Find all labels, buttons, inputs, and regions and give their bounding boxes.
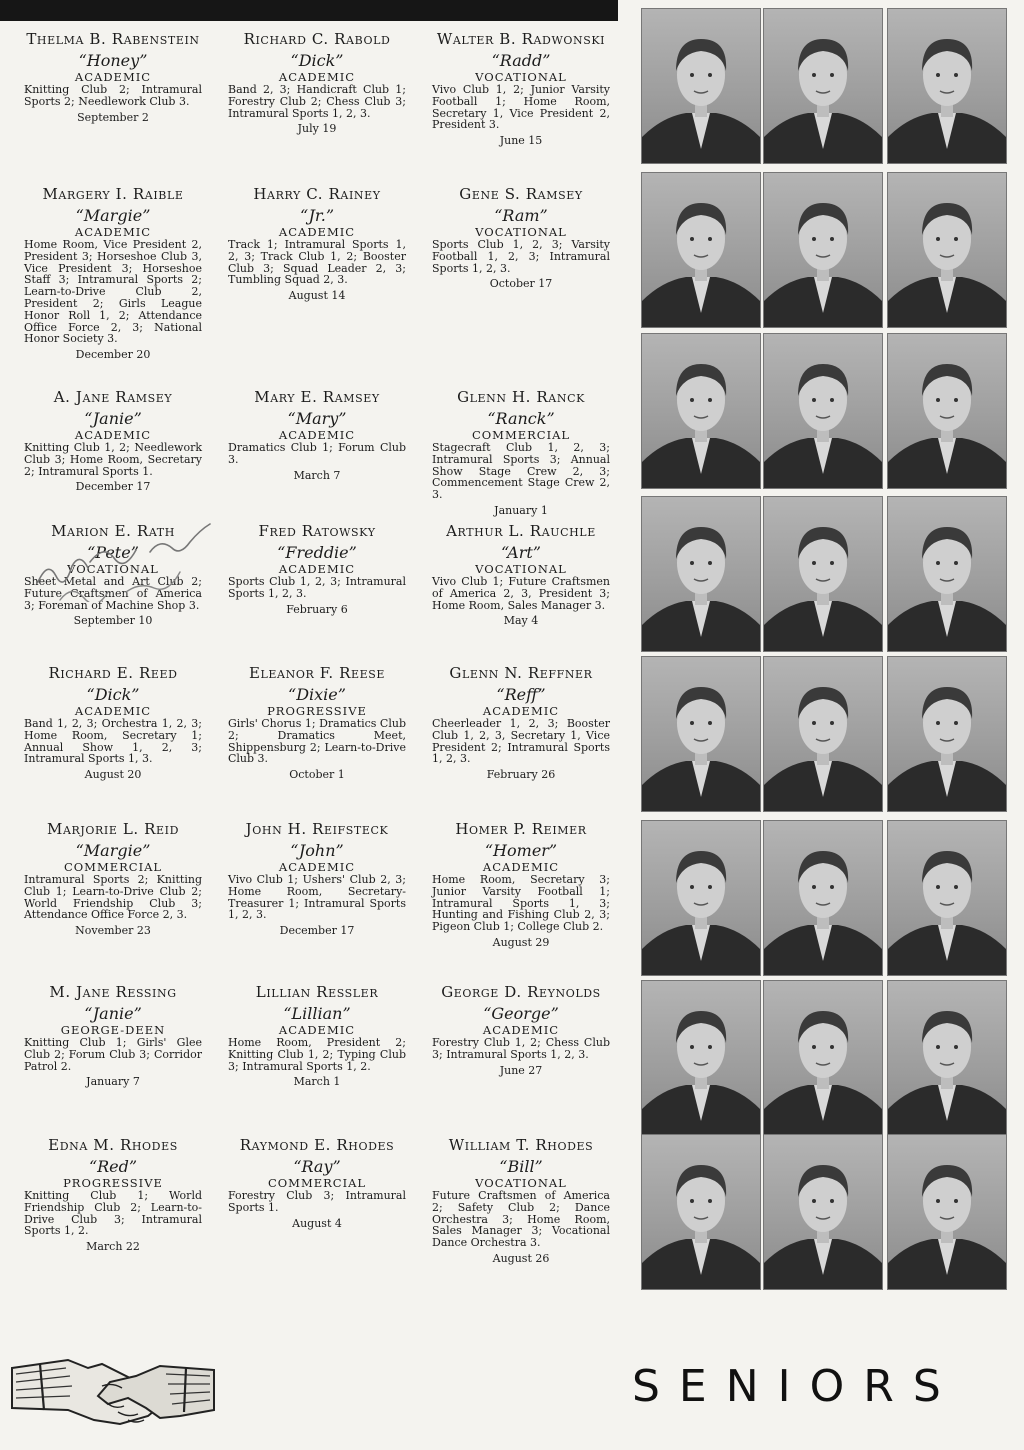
student-activities: Cheerleader 1, 2, 3; Booster Club 1, 2, 3, Secretary 1, Vice President 2; Intramural Sports 1, 2, 3.	[432, 717, 610, 766]
student-curriculum: ACADEMIC	[278, 70, 356, 84]
student-curriculum: ACADEMIC	[74, 704, 152, 718]
student-activities: Future Craftsmen of America 2; Safety Club 2; Dance Orchestra 3; Home Room, Sales Manager 3; Vocational Dance Orchestra 3.	[432, 1189, 610, 1250]
student-nickname: “Red”	[88, 1157, 138, 1176]
student-name: Richard C. Rabold	[243, 30, 391, 48]
student-nickname: “Janie”	[84, 409, 142, 428]
student-birthday: May 4	[503, 614, 539, 628]
student-nickname: “Lillian”	[283, 1004, 351, 1023]
student-name: Marion E. Rath	[51, 522, 175, 540]
student-birthday: February 6	[286, 602, 348, 616]
student-curriculum: ACADEMIC	[482, 1023, 560, 1037]
student-portrait	[763, 1134, 883, 1290]
student-portrait	[887, 8, 1007, 164]
student-name: Marjorie L. Reid	[46, 820, 180, 838]
student-curriculum: ACADEMIC	[278, 428, 356, 442]
student-entry	[24, 185, 202, 362]
student-name: William T. Rhodes	[448, 1136, 594, 1154]
student-curriculum: ACADEMIC	[278, 225, 356, 239]
student-birthday: December 17	[75, 480, 151, 494]
student-birthday: March 22	[86, 1240, 140, 1254]
student-birthday: June 15	[499, 134, 543, 148]
student-birthday: October 17	[489, 277, 553, 291]
student-portrait	[887, 1134, 1007, 1290]
student-portrait	[887, 980, 1007, 1136]
student-curriculum: ACADEMIC	[74, 225, 152, 239]
student-portrait	[641, 656, 761, 812]
student-name: Homer P. Reimer	[455, 820, 587, 838]
student-activities: Home Room, Secretary 3; Junior Varsity Football 1; Intramural Sports 1, 3; Hunting and Fishing Club 2, 3; Pigeon Club 1; College Club 2.	[432, 873, 610, 934]
student-nickname: “Mary”	[287, 409, 347, 428]
student-nickname: “Freddie”	[277, 543, 357, 562]
student-nickname: “Art”	[501, 543, 541, 562]
student-entry	[228, 522, 406, 617]
student-nickname: “Pete”	[87, 543, 139, 562]
student-nickname: “Homer”	[484, 841, 558, 860]
student-name: Margery I. Raible	[42, 185, 184, 203]
student-birthday: September 10	[73, 614, 153, 628]
student-name: Edna M. Rhodes	[48, 1136, 178, 1154]
student-name: Walter B. Radwonski	[436, 30, 606, 48]
student-entry	[24, 522, 202, 628]
student-birthday: August 20	[84, 768, 142, 782]
student-entry	[432, 664, 610, 782]
student-name: Eleanor F. Reese	[248, 664, 386, 682]
student-nickname: “Ram”	[494, 206, 548, 225]
student-curriculum: GEORGE-DEEN	[60, 1023, 166, 1037]
student-nickname: “Ray”	[293, 1157, 341, 1176]
student-portrait	[763, 8, 883, 164]
student-portrait	[887, 172, 1007, 328]
student-nickname: “Bill”	[499, 1157, 543, 1176]
student-entry	[24, 983, 202, 1089]
student-name: Fred Ratowsky	[258, 522, 376, 540]
student-curriculum: COMMERCIAL	[471, 428, 571, 442]
student-curriculum: COMMERCIAL	[63, 860, 163, 874]
student-entry	[24, 664, 202, 782]
student-nickname: “Radd”	[491, 51, 551, 70]
student-entry	[228, 664, 406, 782]
student-activities: Vivo Club 1; Future Craftsmen of America 2, 3, President 3; Home Room, Sales Manager 3.	[432, 575, 610, 612]
student-name: John H. Reifsteck	[245, 820, 389, 838]
student-birthday: September 2	[77, 110, 149, 124]
student-curriculum: ACADEMIC	[278, 1023, 356, 1037]
student-birthday: February 26	[486, 768, 556, 782]
student-nickname: “Margie”	[75, 841, 151, 860]
student-portrait	[763, 496, 883, 652]
student-birthday: March 7	[293, 468, 341, 482]
student-name: Glenn H. Ranck	[457, 388, 585, 406]
student-activities: Sports Club 1, 2, 3; Intramural Sports 1, 2, 3.	[228, 575, 406, 600]
student-entry	[228, 820, 406, 938]
student-name: Gene S. Ramsey	[459, 185, 583, 203]
student-activities: Band 2, 3; Handicraft Club 1; Forestry Club 2; Chess Club 3; Intramural Sports 1, 2, 3.	[228, 83, 406, 120]
student-curriculum: COMMERCIAL	[267, 1176, 367, 1190]
student-curriculum: VOCATIONAL	[67, 562, 159, 576]
student-nickname: “Janie”	[84, 1004, 142, 1023]
student-birthday: August 14	[288, 289, 346, 303]
student-activities: Vivo Club 1; Ushers' Club 2, 3; Home Room, Secretary-Treasurer 1; Intramural Sports 1, 2, 3.	[228, 873, 406, 922]
student-portrait	[641, 333, 761, 489]
student-activities: Band 1, 2, 3; Orchestra 1, 2, 3; Home Room, Secretary 1; Annual Show 1, 2, 3; Intramural Sports 1, 3.	[24, 717, 202, 766]
student-birthday: January 7	[86, 1075, 140, 1089]
student-activities: Home Room, President 2; Knitting Club 1, 2; Typing Club 3; Intramural Sports 1, 2.	[228, 1036, 406, 1073]
student-entry	[432, 30, 610, 148]
student-curriculum: ACADEMIC	[278, 562, 356, 576]
student-name: George D. Reynolds	[441, 983, 601, 1001]
student-activities: Forestry Club 1, 2; Chess Club 3; Intramural Sports 1, 2, 3.	[432, 1036, 610, 1061]
student-portrait	[763, 172, 883, 328]
student-birthday: August 26	[492, 1251, 550, 1265]
student-portrait	[763, 820, 883, 976]
student-portrait	[641, 1134, 761, 1290]
student-entry	[432, 820, 610, 950]
student-curriculum: VOCATIONAL	[475, 562, 567, 576]
student-birthday: July 19	[297, 122, 337, 136]
student-portrait	[887, 333, 1007, 489]
student-birthday: August 29	[492, 935, 550, 949]
section-title: SENIORS	[632, 1361, 960, 1412]
student-nickname: “Dick”	[290, 51, 344, 70]
student-curriculum: PROGRESSIVE	[267, 704, 367, 718]
student-entry	[228, 388, 406, 483]
student-nickname: “Reff”	[496, 685, 546, 704]
student-name: Harry C. Rainey	[253, 185, 381, 203]
student-portrait	[641, 8, 761, 164]
student-name: Glenn N. Reffner	[449, 664, 593, 682]
student-activities: Sports Club 1, 2, 3; Varsity Football 1, 2, 3; Intramural Sports 1, 2, 3.	[432, 238, 610, 275]
student-birthday: October 1	[289, 768, 345, 782]
student-entry	[228, 983, 406, 1089]
student-nickname: “Dixie”	[288, 685, 346, 704]
student-curriculum: VOCATIONAL	[475, 1176, 567, 1190]
student-birthday: June 27	[499, 1063, 543, 1077]
student-portrait	[763, 980, 883, 1136]
student-portrait	[887, 496, 1007, 652]
student-entry	[24, 1136, 202, 1254]
student-birthday: November 23	[75, 924, 151, 938]
student-entry	[24, 30, 202, 125]
student-name: Richard E. Reed	[48, 664, 178, 682]
student-entry	[432, 522, 610, 628]
student-name: A. Jane Ramsey	[53, 388, 173, 406]
student-activities: Knitting Club 1; Girls' Glee Club 2; Forum Club 3; Corridor Patrol 2.	[24, 1036, 202, 1073]
student-activities: Vivo Club 1, 2; Junior Varsity Football 1; Home Room, Secretary 1, Vice President 2, President 3.	[432, 83, 610, 132]
student-portrait	[763, 333, 883, 489]
student-entry	[432, 983, 610, 1078]
student-nickname: “Margie”	[75, 206, 151, 225]
student-activities: Knitting Club 1; World Friendship Club 2; Learn-to-Drive Club 3; Intramural Sports 1, 2.	[24, 1189, 202, 1238]
student-birthday: January 1	[494, 503, 548, 517]
student-name: Raymond E. Rhodes	[239, 1136, 395, 1154]
student-nickname: “Ranck”	[487, 409, 555, 428]
student-curriculum: ACADEMIC	[482, 860, 560, 874]
student-curriculum: ACADEMIC	[74, 70, 152, 84]
student-entry	[24, 820, 202, 938]
student-curriculum: ACADEMIC	[482, 704, 560, 718]
student-activities: Dramatics Club 1; Forum Club 3.	[228, 441, 406, 466]
student-curriculum: VOCATIONAL	[475, 225, 567, 239]
student-activities: Forestry Club 3; Intramural Sports 1.	[228, 1189, 406, 1214]
top-black-bar	[0, 0, 618, 21]
student-name: M. Jane Ressing	[49, 983, 177, 1001]
student-birthday: August 4	[292, 1216, 342, 1230]
student-nickname: “George”	[483, 1004, 559, 1023]
student-portrait	[641, 496, 761, 652]
student-activities: Sheet Metal and Art Club 2; Future Craftsmen of America 3; Foreman of Machine Shop 3.	[24, 575, 202, 612]
student-portrait	[763, 656, 883, 812]
student-curriculum: ACADEMIC	[278, 860, 356, 874]
student-curriculum: PROGRESSIVE	[63, 1176, 163, 1190]
student-portrait	[641, 172, 761, 328]
student-entry	[432, 185, 610, 291]
student-activities: Home Room, Vice President 2, President 3; Horseshoe Club 3, Vice President 3; Horseshoe Staff 3; Intramural Sports 2; Learn-to-Drive Club 2, President 2; Girls League Honor Roll 1, 2; Attendance Office Force 2, 3; National Honor Society 3.	[24, 238, 202, 346]
student-entry	[432, 1136, 610, 1266]
student-birthday: December 20	[75, 348, 151, 362]
student-activities: Track 1; Intramural Sports 1, 2, 3; Track Club 1, 2; Booster Club 3; Squad Leader 2, 3; Tumbling Squad 2, 3.	[228, 238, 406, 287]
student-activities: Knitting Club 2; Intramural Sports 2; Needlework Club 3.	[24, 83, 202, 108]
student-nickname: “Jr.”	[299, 206, 335, 225]
student-entry	[228, 30, 406, 136]
student-nickname: “Honey”	[78, 51, 148, 70]
student-portrait	[641, 820, 761, 976]
student-activities: Knitting Club 1, 2; Needlework Club 3; Home Room, Secretary 2; Intramural Sports 1.	[24, 441, 202, 478]
student-name: Thelma B. Rabenstein	[26, 30, 200, 48]
student-curriculum: VOCATIONAL	[475, 70, 567, 84]
student-portrait	[887, 656, 1007, 812]
student-birthday: December 17	[279, 924, 355, 938]
student-nickname: “John”	[290, 841, 344, 860]
student-activities: Stagecraft Club 1, 2, 3; Intramural Sports 3; Annual Show Stage Crew 2, 3; Commencement Stage Crew 2, 3.	[432, 441, 610, 502]
student-curriculum: ACADEMIC	[74, 428, 152, 442]
student-birthday: March 1	[293, 1075, 341, 1089]
student-entry	[228, 1136, 406, 1231]
handshake-illustration	[10, 1338, 216, 1438]
student-name: Arthur L. Rauchle	[446, 522, 596, 540]
student-portrait	[641, 980, 761, 1136]
student-portrait	[887, 820, 1007, 976]
student-nickname: “Dick”	[86, 685, 140, 704]
student-name: Mary E. Ramsey	[254, 388, 380, 406]
student-entry	[24, 388, 202, 494]
student-activities: Intramural Sports 2; Knitting Club 1; Learn-to-Drive Club 2; World Friendship Club 3; Attendance Office Force 2, 3.	[24, 873, 202, 922]
student-entry	[228, 185, 406, 303]
student-name: Lillian Ressler	[255, 983, 379, 1001]
student-entry	[432, 388, 610, 518]
student-activities: Girls' Chorus 1; Dramatics Club 2; Dramatics Meet, Shippensburg 2; Learn-to-Drive Club 3.	[228, 717, 406, 766]
